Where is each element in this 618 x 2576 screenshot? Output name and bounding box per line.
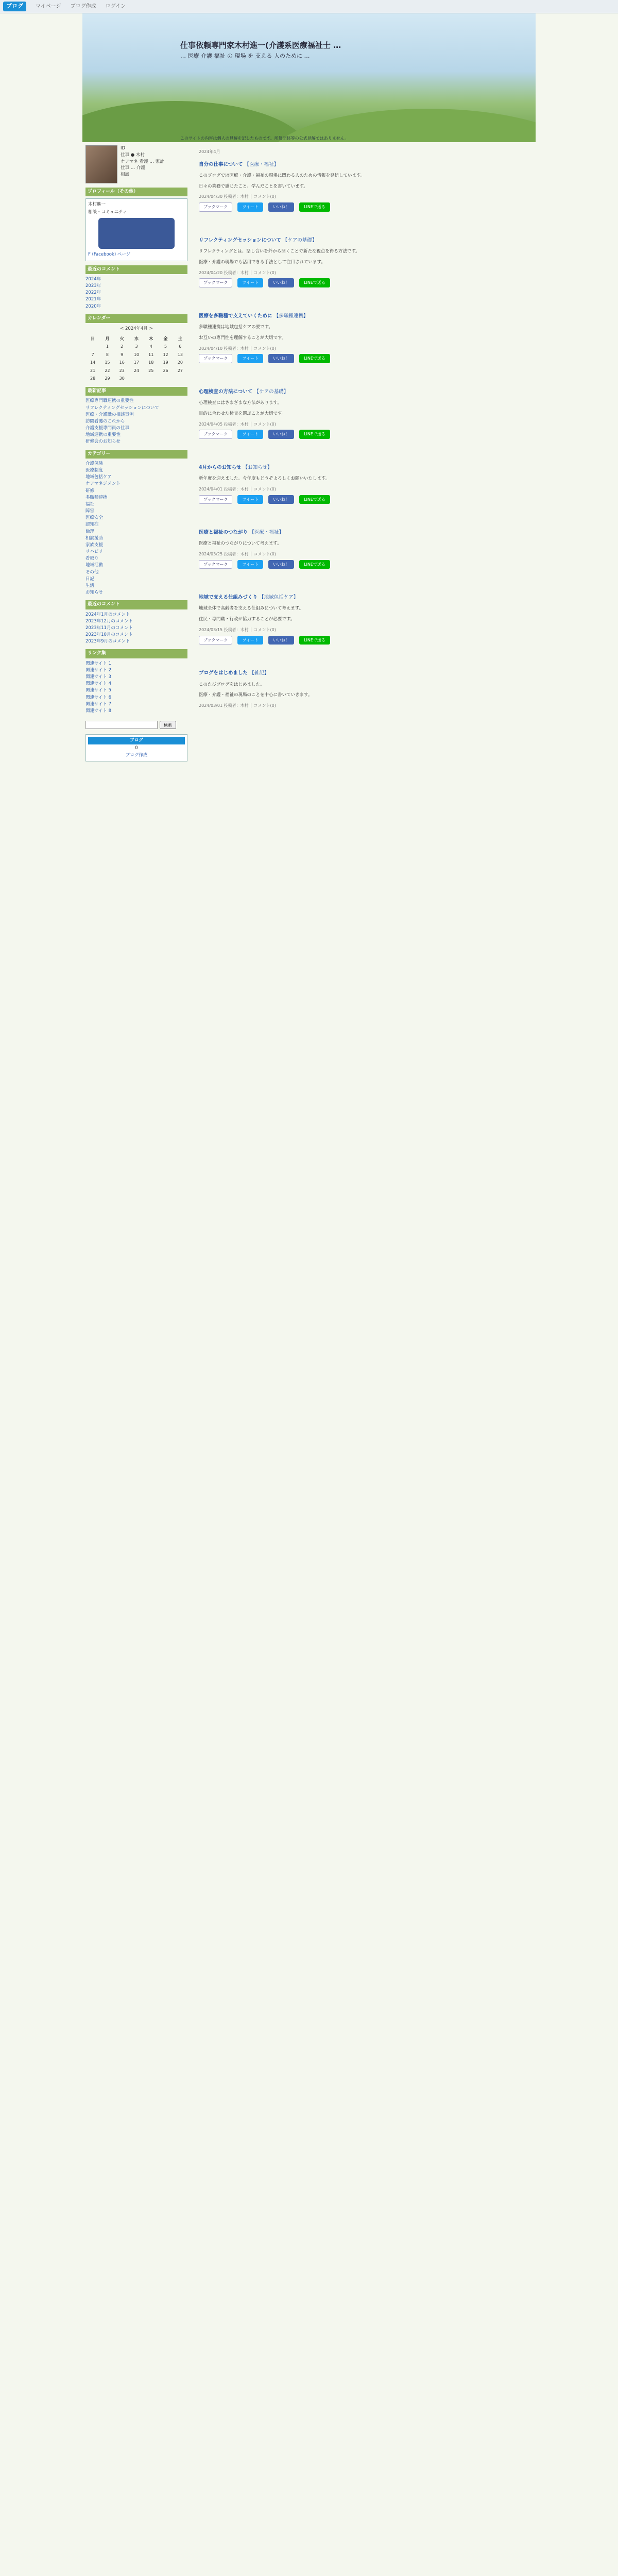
like-button[interactable]: いいね！	[268, 354, 294, 363]
article-title-text: 医療を多職種で支えていくために	[199, 313, 272, 319]
cal-day: 日	[91, 336, 95, 341]
blog-widget-count: 0	[135, 745, 138, 751]
recent-list	[85, 276, 187, 310]
archive-item[interactable]: 地域連携の重要性	[85, 432, 121, 438]
bookmark-button[interactable]: ブックマーク	[199, 495, 232, 504]
tweet-button[interactable]: ツイート	[237, 278, 263, 287]
share-buttons	[199, 430, 530, 439]
profile-line: ID	[121, 146, 126, 151]
cal-day: 金	[163, 336, 168, 341]
cal-cell[interactable]: 28	[90, 376, 96, 381]
tweet-button[interactable]: ツイート	[237, 560, 263, 569]
link-item[interactable]: 関連サイト 7	[85, 701, 112, 707]
category-item[interactable]: ケアマネジメント	[85, 481, 121, 487]
share-buttons	[199, 636, 530, 645]
article-paragraph: このたびブログをはじめました。	[199, 682, 265, 687]
article-category[interactable]: 【お知らせ】	[243, 464, 272, 470]
article	[199, 161, 530, 212]
article	[199, 669, 530, 709]
comment-item[interactable]: 2024年1月のコメント	[85, 612, 130, 617]
section-heading-links: リンク集	[85, 649, 187, 658]
comment-item[interactable]: 2023年9月のコメント	[85, 639, 130, 645]
cal-cell[interactable]: 29	[105, 376, 110, 381]
cal-day: 火	[119, 336, 124, 341]
facebook-logo-icon[interactable]	[98, 218, 175, 249]
article-title[interactable]	[199, 236, 530, 245]
comments-list	[85, 612, 187, 646]
spacer	[199, 368, 530, 383]
article-paragraph: お互いの専門性を理解することが大切です。	[199, 335, 286, 341]
cal-cell[interactable]: 9	[121, 352, 124, 357]
cal-cell	[173, 375, 187, 383]
cal-cell[interactable]: 24	[133, 368, 140, 373]
blog-header-banner	[82, 13, 536, 142]
article-meta: 2024/03/01 投稿者：木村 │ コメント(0)	[199, 703, 276, 708]
blog-title-line1: 仕事依頼専門家木村進一(介護系医療福祉士 …	[180, 41, 341, 50]
cal-cell[interactable]: 20	[177, 360, 183, 365]
topbar-link-mypage[interactable]: マイページ	[36, 4, 61, 9]
article-title[interactable]	[199, 312, 530, 320]
section-heading-comments: 最近のコメント	[85, 600, 187, 609]
blog-title-line2: … 医療 介護 福祉 の 現場 を 支える 人のために …	[180, 53, 310, 59]
sidebar	[82, 142, 191, 767]
cal-cell[interactable]: 10	[133, 352, 140, 357]
category-item[interactable]: 研修	[85, 488, 95, 494]
section-heading-calendar: カレンダー	[85, 314, 187, 323]
tweet-button[interactable]: ツイート	[237, 354, 263, 363]
cal-day: 土	[178, 336, 182, 341]
recent-item[interactable]: 2020年	[85, 303, 101, 309]
cal-cell[interactable]: 7	[91, 352, 94, 357]
facebook-name: 木村進一	[88, 202, 106, 208]
article-title[interactable]	[199, 161, 530, 169]
article-paragraph: 医療・介護・福祉の現場のことを中心に書いていきます。	[199, 692, 313, 698]
cal-cell[interactable]: 19	[163, 360, 168, 365]
cal-cell[interactable]: 4	[149, 344, 152, 349]
bookmark-button[interactable]: ブックマーク	[199, 354, 232, 363]
profile-line: 仕事 ● 木村	[121, 152, 145, 158]
article-title-text: 医療と福祉のつながり	[199, 530, 248, 536]
article-category[interactable]: 【ケアの基礎】	[282, 237, 317, 243]
cal-cell[interactable]: 17	[133, 360, 140, 365]
category-item[interactable]: 医療安全	[85, 515, 104, 521]
article-paragraph: 日々の業務で感じたこと、学んだことを書いています。	[199, 183, 308, 189]
section-heading-recent: 最近のコメント	[85, 265, 187, 274]
article-paragraph: このブログでは医療・介護・福祉の現場に関わる人のための情報を発信しています。	[199, 173, 365, 178]
spacer	[199, 293, 530, 307]
category-item[interactable]: 生活	[85, 583, 95, 588]
link-item[interactable]: 関連サイト 6	[85, 694, 112, 700]
category-item[interactable]: 認知症	[85, 522, 99, 528]
comment-item[interactable]: 2023年10月のコメント	[85, 632, 133, 638]
article-title[interactable]	[199, 529, 530, 537]
page-date: 2024年4月	[199, 149, 220, 154]
article-paragraph: 地域全体で高齢者を支える仕組みについて考えます。	[199, 606, 304, 612]
link-item[interactable]: 関連サイト 1	[85, 660, 112, 666]
profile-info	[121, 145, 164, 183]
article-title[interactable]	[199, 388, 530, 396]
spacer	[199, 444, 530, 459]
article-meta: 2024/04/30 投稿者：木村 │ コメント(0)	[199, 194, 276, 199]
profile-line: 相談	[121, 172, 130, 177]
article-meta: 2024/03/25 投稿者：木村 │ コメント(0)	[199, 552, 276, 557]
blog-create-link[interactable]: ブログ作成	[125, 753, 148, 758]
cal-cell[interactable]: 1	[106, 344, 109, 349]
blog-widget-label: ブログ	[88, 737, 185, 744]
line-button[interactable]: LINEで送る	[299, 560, 330, 569]
article	[199, 464, 530, 504]
share-buttons	[199, 560, 530, 569]
profile-line: ケアマネ 看護 … 家計	[121, 159, 164, 164]
cal-day: 水	[134, 336, 139, 341]
share-buttons	[199, 354, 530, 363]
article-paragraph: 新年度を迎えました。今年度もどうぞよろしくお願いいたします。	[199, 476, 330, 482]
article	[199, 388, 530, 439]
category-item[interactable]: 倫理	[85, 529, 95, 534]
share-buttons	[199, 202, 530, 212]
cal-cell	[129, 375, 144, 383]
article-title-text: 自分の仕事について	[199, 161, 243, 167]
section-heading-profile: プロフィール（その他）	[85, 188, 187, 196]
topbar-link-create[interactable]: ブログ作成	[70, 4, 96, 9]
cal-cell[interactable]: 11	[148, 352, 154, 357]
article-meta: 2024/04/01 投稿者：木村 │ コメント(0)	[199, 486, 276, 492]
search-input[interactable]	[85, 721, 158, 729]
like-button[interactable]: いいね！	[268, 278, 294, 287]
article-paragraph: 心理検査にはさまざまな方法があります。	[199, 400, 282, 405]
cal-cell[interactable]: 12	[163, 352, 168, 357]
article-title[interactable]	[199, 669, 530, 677]
archive-item[interactable]: 訪問看護のこれから	[85, 418, 125, 424]
article-category[interactable]: 【多職種連携】	[273, 313, 308, 319]
category-item[interactable]: 看取り	[85, 556, 99, 562]
article	[199, 236, 530, 287]
like-button[interactable]: いいね！	[268, 495, 294, 504]
link-item[interactable]: 関連サイト 2	[85, 667, 112, 673]
search-box	[85, 721, 187, 729]
cal-cell	[144, 375, 158, 383]
article-title-text: 4月からのお知らせ	[199, 464, 242, 470]
cal-cell[interactable]: 6	[179, 344, 182, 349]
article-title-text: ブログをはじめました	[199, 670, 248, 676]
section-heading-category: カテゴリー	[85, 450, 187, 459]
tweet-button[interactable]: ツイート	[237, 495, 263, 504]
profile-block	[85, 145, 187, 183]
cal-cell	[158, 375, 173, 383]
recent-item[interactable]: 2022年	[85, 290, 101, 296]
comment-item[interactable]: 2023年12月のコメント	[85, 618, 133, 624]
category-item[interactable]: 医療制度	[85, 468, 104, 473]
cal-cell[interactable]: 8	[106, 352, 109, 357]
line-button[interactable]: LINEで送る	[299, 495, 330, 504]
cal-cell[interactable]: 25	[148, 368, 154, 373]
article-title-text: 心理検査の方法について	[199, 388, 253, 395]
archive-item[interactable]: 介護支援専門員の仕事	[85, 426, 130, 431]
article-title-text: リフレクティングセッションについて	[199, 237, 281, 243]
article-paragraph: 住民・専門職・行政が協力することが必要です。	[199, 617, 295, 622]
line-button[interactable]: LINEで送る	[299, 278, 330, 287]
article-category[interactable]: 【雑記】	[249, 670, 269, 676]
comment-item[interactable]: 2023年11月のコメント	[85, 625, 133, 631]
article-meta: 2024/04/20 投稿者：木村 │ コメント(0)	[199, 270, 276, 275]
recent-item[interactable]: 2023年	[85, 283, 101, 289]
archive-item[interactable]: 医療専門職連携の重要性	[85, 398, 134, 404]
archive-item[interactable]: リフレクティングセッションについて	[85, 405, 159, 411]
share-buttons	[199, 278, 530, 287]
category-item[interactable]: 日記	[85, 576, 95, 582]
article-paragraph: 医療と福祉のつながりについて考えます。	[199, 541, 282, 547]
recent-item[interactable]: 2024年	[85, 276, 101, 282]
line-button[interactable]: LINEで送る	[299, 430, 330, 439]
article-category[interactable]: 【地域包括ケア】	[259, 595, 299, 601]
archive-list	[85, 398, 187, 445]
calendar-month[interactable]: < 2024年4月 >	[120, 326, 153, 332]
cal-cell[interactable]: 23	[119, 368, 125, 373]
spacer	[199, 650, 530, 664]
like-button[interactable]: いいね！	[268, 430, 294, 439]
share-buttons	[199, 495, 530, 504]
article-paragraph: リフレクティングとは、話し合いを外から聞くことで新たな視点を得る方法です。	[199, 248, 360, 254]
cal-cell[interactable]: 18	[148, 360, 154, 365]
like-button[interactable]: いいね！	[268, 202, 294, 212]
category-item[interactable]: 障害	[85, 509, 95, 514]
cal-cell[interactable]: 26	[163, 368, 168, 373]
section-heading-archive: 最新記事	[85, 387, 187, 396]
category-item[interactable]: 介護保険	[85, 461, 104, 466]
article-meta: 2024/03/15 投稿者：木村 │ コメント(0)	[199, 628, 276, 633]
like-button[interactable]: いいね！	[268, 560, 294, 569]
spacer	[199, 217, 530, 231]
archive-item[interactable]: 医療・介護職の相談事例	[85, 412, 134, 417]
article-category[interactable]: 【医療・福祉】	[244, 161, 279, 167]
article	[199, 594, 530, 645]
category-list	[85, 461, 187, 596]
cal-day: 木	[149, 336, 153, 341]
search-button[interactable]: 検索	[160, 721, 176, 729]
category-item[interactable]: リハビリ	[85, 549, 103, 555]
article-paragraph: 医療・介護の現場でも活用できる手法として注目されています。	[199, 259, 325, 265]
cal-cell[interactable]: 3	[135, 344, 138, 349]
category-item[interactable]: 地域包括ケア	[85, 474, 112, 480]
bookmark-button[interactable]: ブックマーク	[199, 202, 232, 212]
line-button[interactable]: LINEで送る	[299, 202, 330, 212]
topbar-link-login[interactable]: ログイン	[105, 4, 126, 9]
like-button[interactable]: いいね！	[268, 636, 294, 645]
tweet-button[interactable]: ツイート	[237, 430, 263, 439]
category-item[interactable]: 相談援助	[85, 535, 104, 541]
cal-cell[interactable]: 30	[119, 376, 125, 381]
cal-cell[interactable]: 16	[119, 360, 125, 365]
cal-cell[interactable]: 21	[90, 368, 96, 373]
blog-widget	[85, 734, 187, 761]
cal-cell[interactable]: 5	[164, 344, 167, 349]
cal-cell[interactable]: 15	[105, 360, 110, 365]
top-navigation-bar	[0, 0, 618, 13]
category-item[interactable]: 地域活動	[85, 563, 104, 568]
facebook-page-link[interactable]: F (Facebook) ページ	[88, 252, 131, 258]
spacer	[199, 574, 530, 588]
article-meta: 2024/04/10 投稿者：木村 │ コメント(0)	[199, 346, 276, 351]
spacer	[199, 509, 530, 523]
tweet-button[interactable]: ツイート	[237, 202, 263, 212]
cal-cell[interactable]: 14	[90, 360, 96, 365]
main-content	[195, 142, 535, 713]
cal-day: 月	[105, 336, 110, 341]
bookmark-button[interactable]: ブックマーク	[199, 278, 232, 287]
link-item[interactable]: 関連サイト 8	[85, 708, 112, 714]
category-item[interactable]: 家族支援	[85, 542, 104, 548]
article-category[interactable]: 【ケアの基礎】	[254, 388, 289, 395]
cal-cell[interactable]: 27	[177, 368, 183, 373]
link-item[interactable]: 関連サイト 3	[85, 674, 112, 680]
header-caption: このサイトの内容は個人の見解を記したものです。所属団体等の公式見解ではありません。	[180, 136, 349, 141]
article-title-text: 地域で支える仕組みづくり	[199, 595, 258, 601]
facebook-sub: 相談・コミュニティ	[88, 209, 127, 215]
site-logo[interactable]: ブログ	[3, 2, 26, 11]
bookmark-button[interactable]: ブックマーク	[199, 430, 232, 439]
article-meta: 2024/04/05 投稿者：木村 │ コメント(0)	[199, 421, 276, 427]
cal-cell[interactable]: 13	[177, 352, 183, 357]
line-button[interactable]: LINEで送る	[299, 354, 330, 363]
facebook-box	[85, 198, 187, 261]
archive-item[interactable]: 研修会のお知らせ	[85, 439, 121, 445]
article-title[interactable]	[199, 464, 530, 472]
category-item[interactable]: 福祉	[85, 501, 95, 507]
bookmark-button[interactable]: ブックマーク	[199, 560, 232, 569]
links-list	[85, 660, 187, 715]
link-item[interactable]: 関連サイト 4	[85, 681, 112, 687]
article	[199, 312, 530, 363]
calendar-table	[85, 335, 187, 383]
category-item[interactable]: お知らせ	[85, 590, 103, 596]
tweet-button[interactable]: ツイート	[237, 636, 263, 645]
cal-cell[interactable]: 2	[121, 344, 124, 349]
category-item[interactable]: 多職種連携	[85, 495, 108, 500]
profile-line: 仕事 … 介護	[121, 165, 145, 171]
article	[199, 529, 530, 569]
blog-title[interactable]	[180, 39, 515, 61]
cal-cell	[85, 343, 100, 351]
article-category[interactable]: 【医療・福祉】	[249, 530, 284, 536]
cal-cell[interactable]: 22	[105, 368, 110, 373]
article-paragraph: 目的に合わせた検査を選ぶことが大切です。	[199, 411, 286, 416]
article-title[interactable]	[199, 594, 530, 602]
bookmark-button[interactable]: ブックマーク	[199, 636, 232, 645]
link-item[interactable]: 関連サイト 5	[85, 688, 112, 693]
article-paragraph: 多職種連携は地域包括ケアの要です。	[199, 324, 273, 330]
recent-item[interactable]: 2021年	[85, 297, 101, 302]
line-button[interactable]: LINEで送る	[299, 636, 330, 645]
category-item[interactable]: その他	[85, 569, 99, 575]
avatar[interactable]	[85, 145, 117, 183]
